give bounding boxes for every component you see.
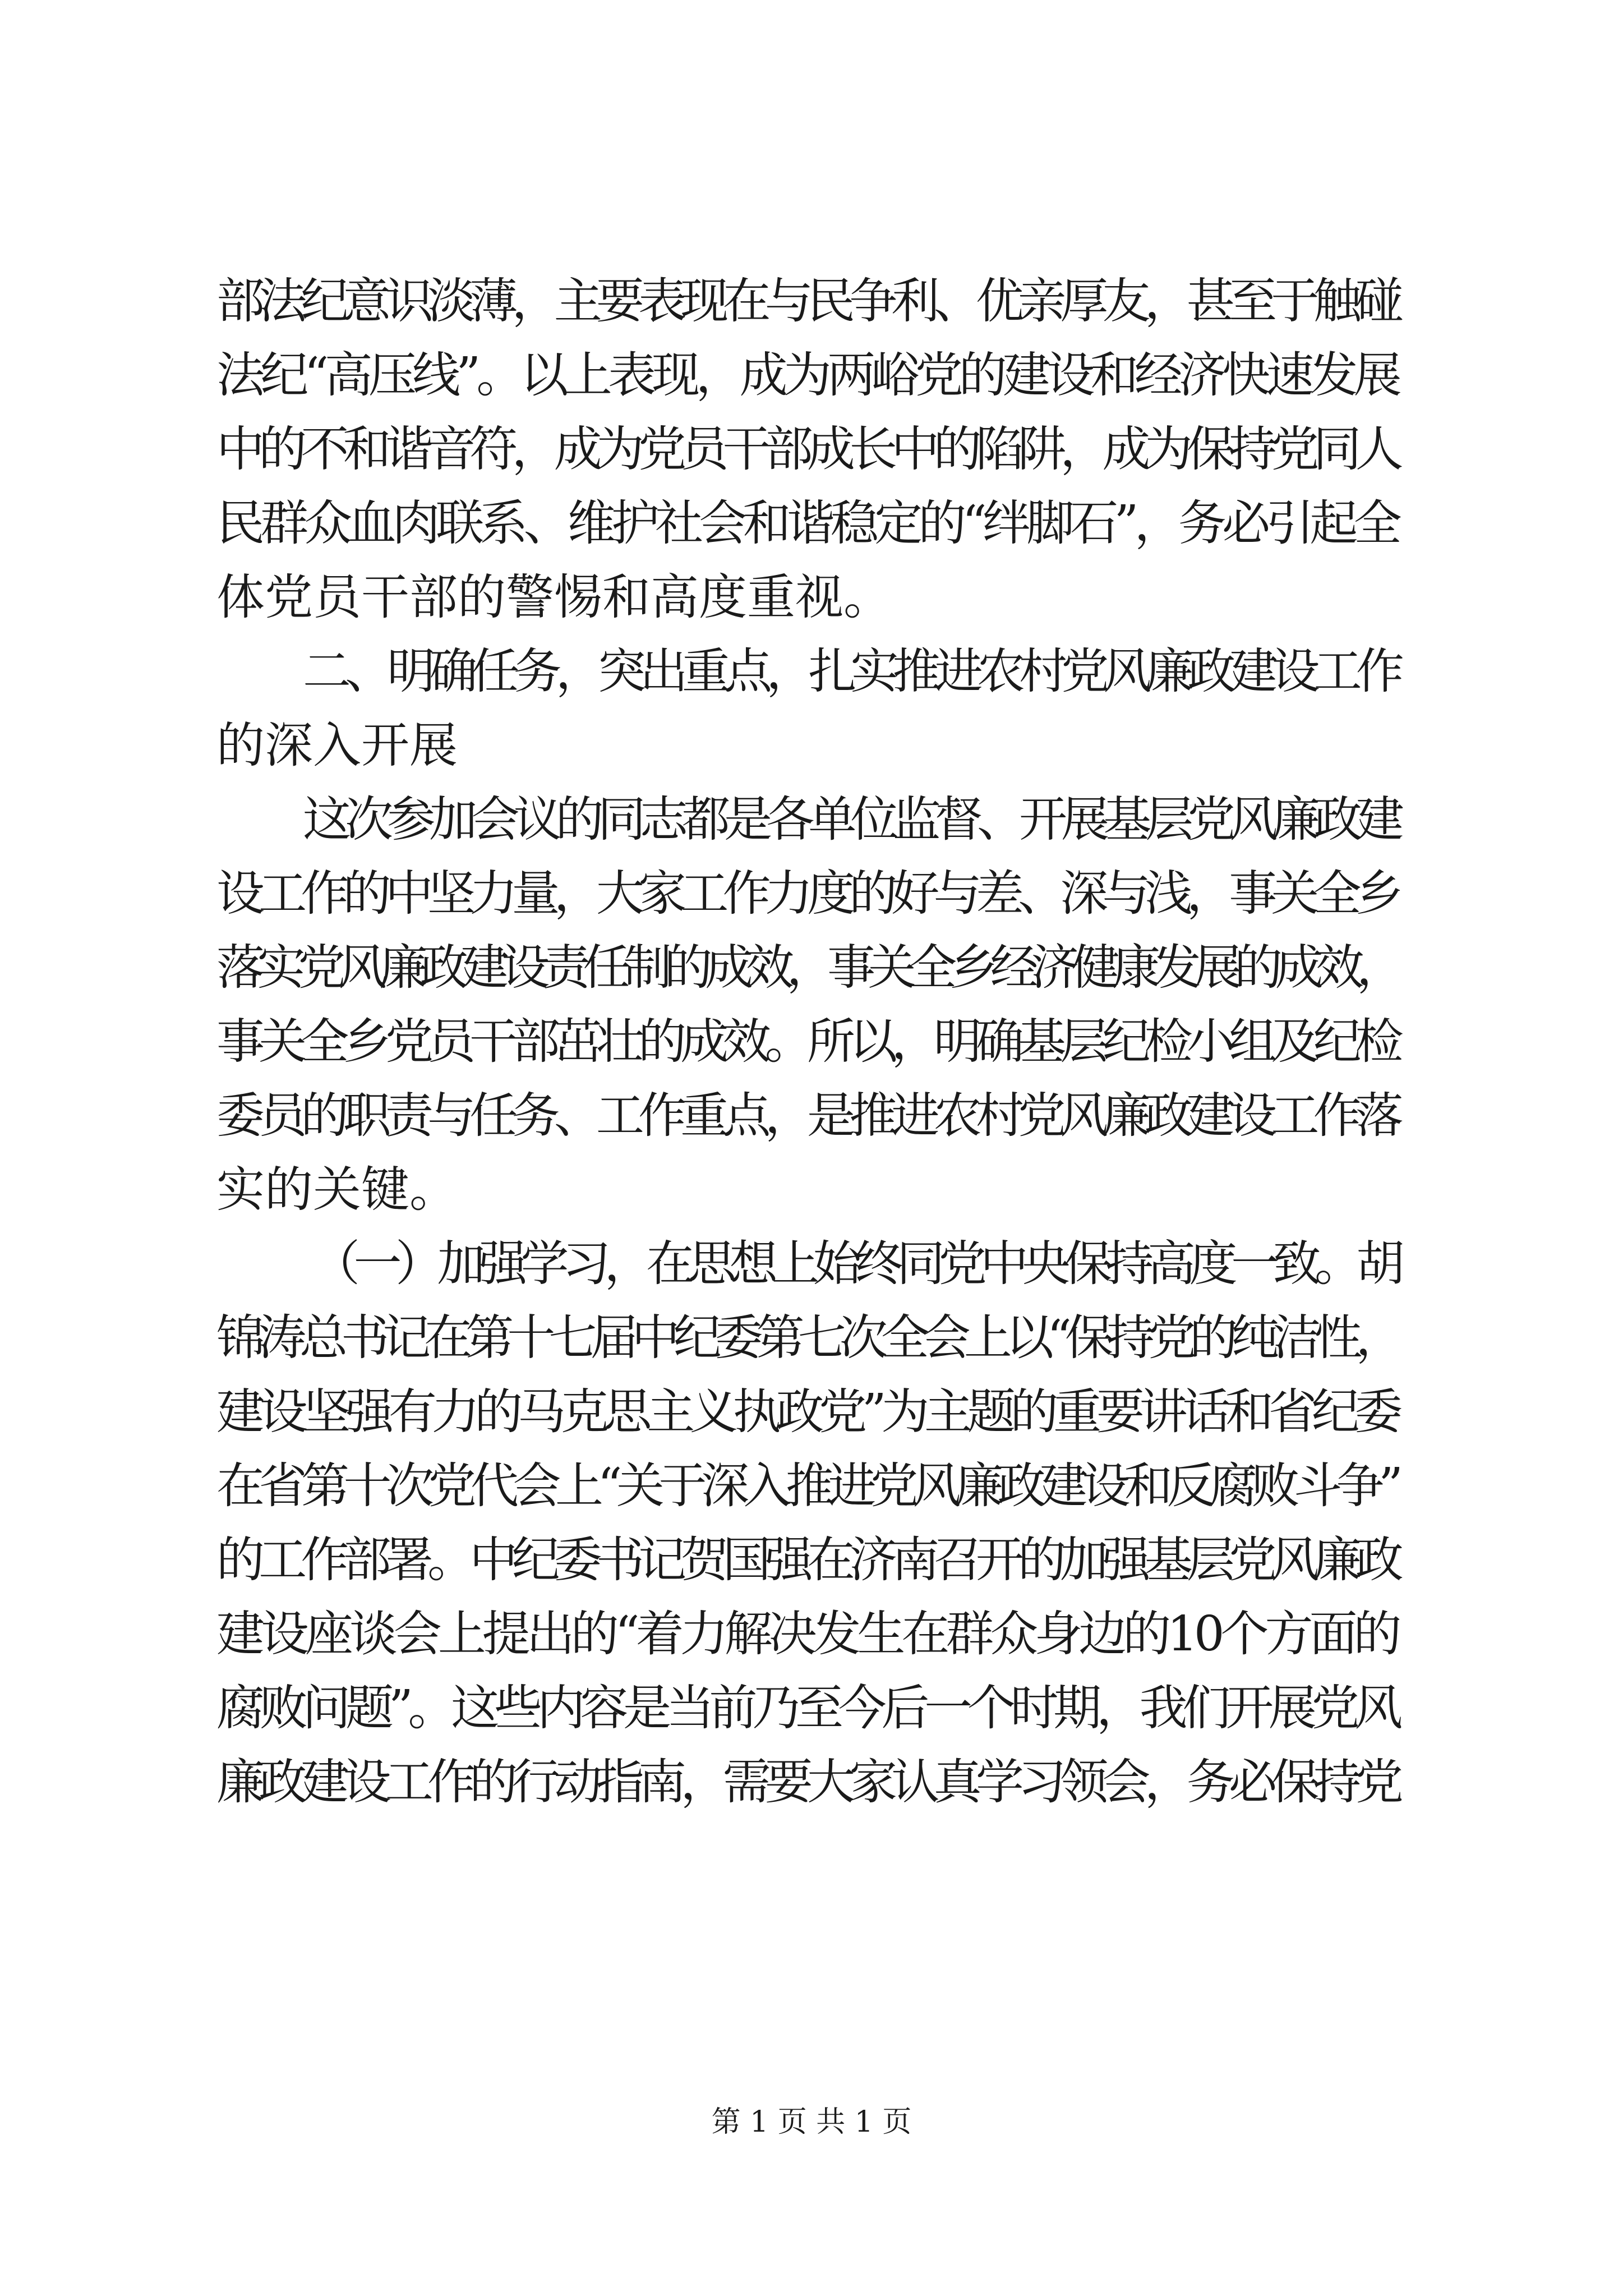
body-text-line: 建设坚强有力的马克思主义执政党”为主题的重要讲话和省纪委 (216, 1384, 1398, 1440)
body-text-line: 民群众血肉联系、维护社会和谐稳定的“绊脚石”，务必引起全 (216, 495, 1398, 551)
section-heading-line: 二、明确任务，突出重点，扎实推进农村党风廉政建设工作 (303, 643, 1398, 700)
body-text-line: 中的不和谐音符，成为党员干部成长中的陷阱，成为保持党同人 (216, 421, 1398, 477)
body-text-line: 的工作部署。中纪委书记贺国强在济南召开的加强基层党风廉政 (216, 1532, 1398, 1588)
body-text-line: 锦涛总书记在第十七届中纪委第七次全会上以“保持党的纯洁性， (216, 1310, 1398, 1366)
body-text-line: 腐败问题”。这些内容是当前乃至今后一个时期，我们开展党风 (216, 1680, 1398, 1736)
body-text-line: 设工作的中坚力量，大家工作力度的好与差、深与浅，事关全乡 (216, 866, 1398, 922)
body-text-line: 法纪“高压线”。以上表现，成为两峪党的建设和经济快速发展 (216, 347, 1398, 403)
body-text-line: 体党员干部的警惕和高度重视。 (216, 569, 892, 625)
body-text-line: 这次参加会议的同志都是各单位监督、开展基层党风廉政建 (303, 792, 1398, 848)
body-text-line: 建设座谈会上提出的“着力解决发生在群众身边的10个方面的 (216, 1606, 1398, 1662)
body-text-line: 廉政建设工作的行动指南，需要大家认真学习领会，务必保持党 (216, 1754, 1398, 1810)
page-footer: 第 1 页 共 1 页 (711, 2105, 912, 2139)
body-text-line: 在省第十次党代会上“关于深入推进党风廉政建设和反腐败斗争” (216, 1458, 1398, 1514)
section-heading-line: 的深入开展 (216, 717, 458, 774)
body-text-line: 事关全乡党员干部茁壮的成效。所以，明确基层纪检小组及纪检 (216, 1014, 1398, 1070)
body-text-line: 委员的职责与任务、工作重点，是推进农村党风廉政建设工作落 (216, 1088, 1398, 1144)
subsection-text-line: （一）加强学习，在思想上始终同党中央保持高度一致。胡 (312, 1236, 1398, 1292)
body-text-line: 实的关键。 (216, 1162, 458, 1218)
body-text-line: 部法纪意识淡薄，主要表现在与民争利、优亲厚友，甚至于触碰 (216, 273, 1398, 329)
body-text-line: 落实党风廉政建设责任制的成效，事关全乡经济健康发展的成效， (216, 940, 1398, 996)
